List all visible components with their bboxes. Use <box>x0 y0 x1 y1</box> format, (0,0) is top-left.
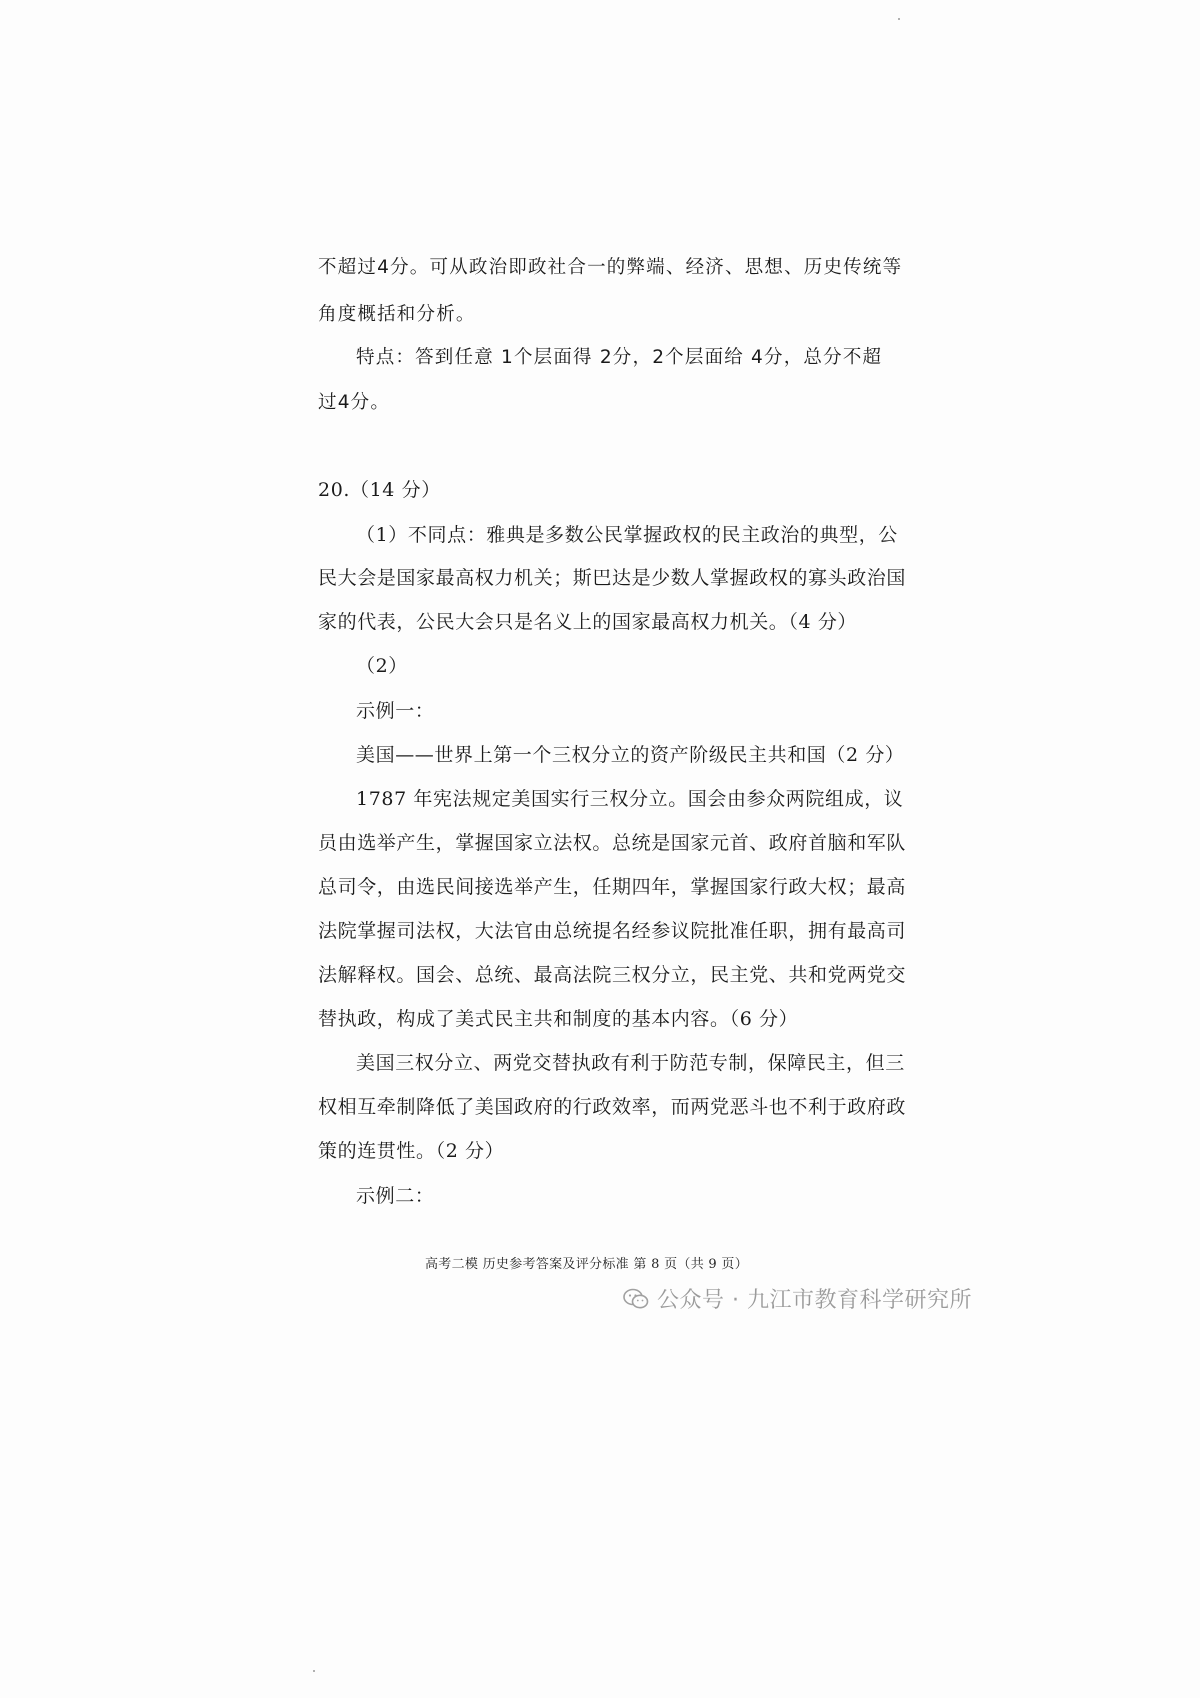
text-line: 1787 年宪法规定美国实行三权分立。国会由参众两院组成，议 <box>356 788 904 810</box>
question-heading: 20.（14 分） <box>318 479 441 501</box>
text-line: 权相互牵制降低了美国政府的行政效率，而两党恶斗也不利于政府政 <box>318 1096 907 1118</box>
text-line: （1）不同点：雅典是多数公民掌握政权的民主政治的典型，公 <box>356 524 898 546</box>
text-line: 角度概括和分析。 <box>318 304 476 325</box>
scan-speck <box>313 1670 315 1672</box>
text-line: 法院掌握司法权，大法官由总统提名经参议院批准任职，拥有最高司 <box>318 920 907 942</box>
wechat-watermark <box>623 1283 972 1314</box>
scan-speck <box>898 18 900 20</box>
text-line: 美国三权分立、两党交替执政有利于防范专制，保障民主，但三 <box>356 1052 905 1074</box>
text-line: 民大会是国家最高权力机关；斯巴达是少数人掌握政权的寡头政治国 <box>318 567 907 589</box>
text-line: 总司令，由选民间接选举产生，任期四年，掌握国家行政大权；最高 <box>318 876 907 898</box>
text-line: （2） <box>356 655 408 677</box>
text-line: 不超过4分。可从政治即政社合一的弊端、经济、思想、历史传统等 <box>318 257 903 278</box>
text-line: 员由选举产生，掌握国家立法权。总统是国家元首、政府首脑和军队 <box>318 832 907 854</box>
text-line: 示例一： <box>356 700 435 722</box>
text-line: 替执政，构成了美式民主共和制度的基本内容。（6 分） <box>318 1008 799 1030</box>
page-footer: 高考二模 历史参考答案及评分标准 第 8 页（共 9 页） <box>425 1257 749 1272</box>
text-line: 家的代表，公民大会只是名义上的国家最高权力机关。（4 分） <box>318 611 858 633</box>
text-line: 美国——世界上第一个三权分立的资产阶级民主共和国（2 分） <box>356 744 905 766</box>
watermark-text: 公众号 · 九江市教育科学研究所 <box>657 1288 972 1313</box>
text-line: 策的连贯性。（2 分） <box>318 1140 505 1162</box>
wechat-icon <box>623 1288 649 1310</box>
text-line: 法解释权。国会、总统、最高法院三权分立，民主党、共和党两党交 <box>318 964 907 986</box>
text-line: 示例二： <box>356 1185 435 1207</box>
text-line: 特点：答到任意 1个层面得 2分，2个层面给 4分，总分不超 <box>356 347 883 368</box>
text-line: 过4分。 <box>318 392 391 413</box>
